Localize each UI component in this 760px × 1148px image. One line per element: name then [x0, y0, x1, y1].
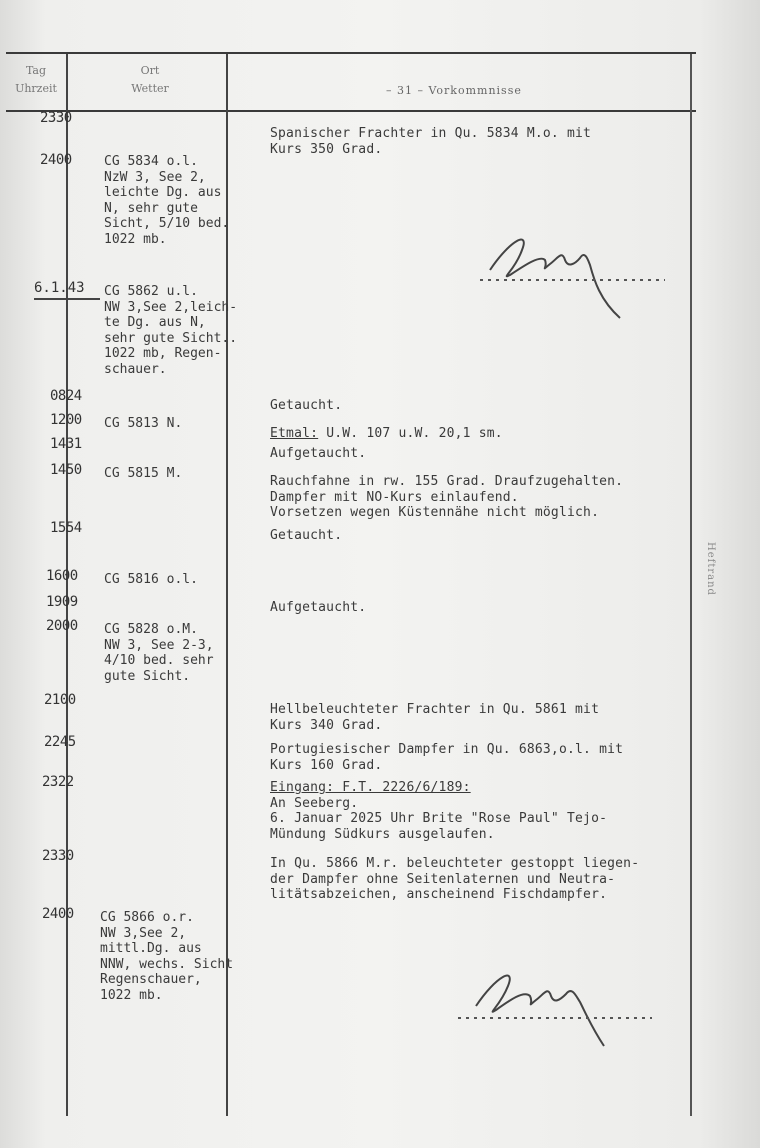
entry-time: 1909: [46, 594, 78, 610]
entry-place: CG 5816 o.l.: [104, 572, 198, 587]
header-col-time: [8, 62, 64, 98]
radio-message-label: Eingang: F.T. 2226/6/189:: [270, 780, 471, 795]
header-col-place-line2: Wetter: [131, 82, 169, 95]
entry-time: 1431: [50, 436, 82, 452]
header-col-place-line1: Ort: [140, 64, 160, 77]
entry-time: 0824: [50, 388, 82, 404]
date-underline: [34, 298, 100, 300]
signature-1: [470, 220, 670, 330]
entry-time: 2000: [46, 618, 78, 634]
entry-event: [270, 426, 700, 442]
entry-event: [270, 780, 700, 842]
entry-event: Aufgetaucht.: [270, 600, 367, 615]
entry-time: 1200: [50, 412, 82, 428]
etmal-value: U.W. 107 u.W. 20,1 sm.: [318, 426, 503, 441]
entry-place: CG 5815 M.: [104, 466, 183, 481]
header-col-events: – 31 – Vorkommnisse: [386, 84, 522, 97]
entry-event: Portugiesischer Dampfer in Qu. 6863,o.l. mit Kurs 160 Grad.: [270, 742, 624, 773]
entry-time: 1554: [50, 520, 82, 536]
entry-time: 2330: [42, 848, 74, 864]
etmal-label: Etmal:: [270, 426, 319, 441]
entry-time: 2322: [42, 774, 74, 790]
entry-event: Rauchfahne in rw. 155 Grad. Draufzugehalten. Dampfer mit NO-Kurs einlaufend. Vorsetzen wegen Küstennähe nicht möglich.: [270, 474, 624, 520]
top-rule: [6, 52, 696, 54]
entry-place: CG 5834 o.l. NzW 3, See 2, leichte Dg. aus N, sehr gute Sicht, 5/10 bed. 1022 mb.: [104, 154, 230, 247]
column-rule-right: [690, 54, 692, 1116]
entry-event: In Qu. 5866 M.r. beleuchteter gestoppt liegen- der Dampfer ohne Seitenlaternen und Neutra- litätsabzeichen, anscheinend Fischdampfer.: [270, 856, 640, 902]
entry-place: CG 5828 o.M. NW 3, See 2-3, 4/10 bed. sehr gute Sicht.: [104, 622, 214, 684]
entry-event: Getaucht.: [270, 398, 343, 413]
entry-event: Spanischer Frachter in Qu. 5834 M.o. mit Kurs 350 Grad.: [270, 126, 592, 157]
entry-time: 2245: [44, 734, 76, 750]
entry-time: 2400: [42, 906, 74, 922]
date-marker: 6.1.43: [34, 280, 85, 296]
column-rule-1: [66, 54, 68, 1116]
entry-event: Aufgetaucht.: [270, 446, 367, 461]
header-col-place: [80, 62, 220, 98]
header-rule: [6, 110, 696, 112]
entry-time: 2100: [44, 692, 76, 708]
radio-message-text: An Seeberg. 6. Januar 2025 Uhr Brite "Rose Paul" Tejo- Mündung Südkurs ausgelaufen.: [270, 795, 608, 842]
margin-note: Heftrand: [705, 542, 716, 596]
entry-place: CG 5866 o.r. NW 3,See 2, mittl.Dg. aus NNW, wechs. Sicht Regenschauer, 1022 mb.: [100, 910, 234, 1003]
entry-time: 2400: [40, 152, 72, 168]
header-col-time-line1: Tag: [25, 64, 47, 77]
entry-time: 1600: [46, 568, 78, 584]
entry-place: CG 5862 u.l. NW 3,See 2,leich- te Dg. aus N, sehr gute Sicht.. 1022 mb, Regen- schauer.: [104, 284, 238, 377]
entry-event: Hellbeleuchteter Frachter in Qu. 5861 mit Kurs 340 Grad.: [270, 702, 600, 733]
header-col-time-line2: Uhrzeit: [15, 82, 57, 95]
entry-place: CG 5813 N.: [104, 416, 183, 431]
signature-2: [452, 958, 662, 1058]
entry-event: Getaucht.: [270, 528, 343, 543]
entry-time: 1450: [50, 462, 82, 478]
entry-time: 2330: [40, 110, 72, 126]
